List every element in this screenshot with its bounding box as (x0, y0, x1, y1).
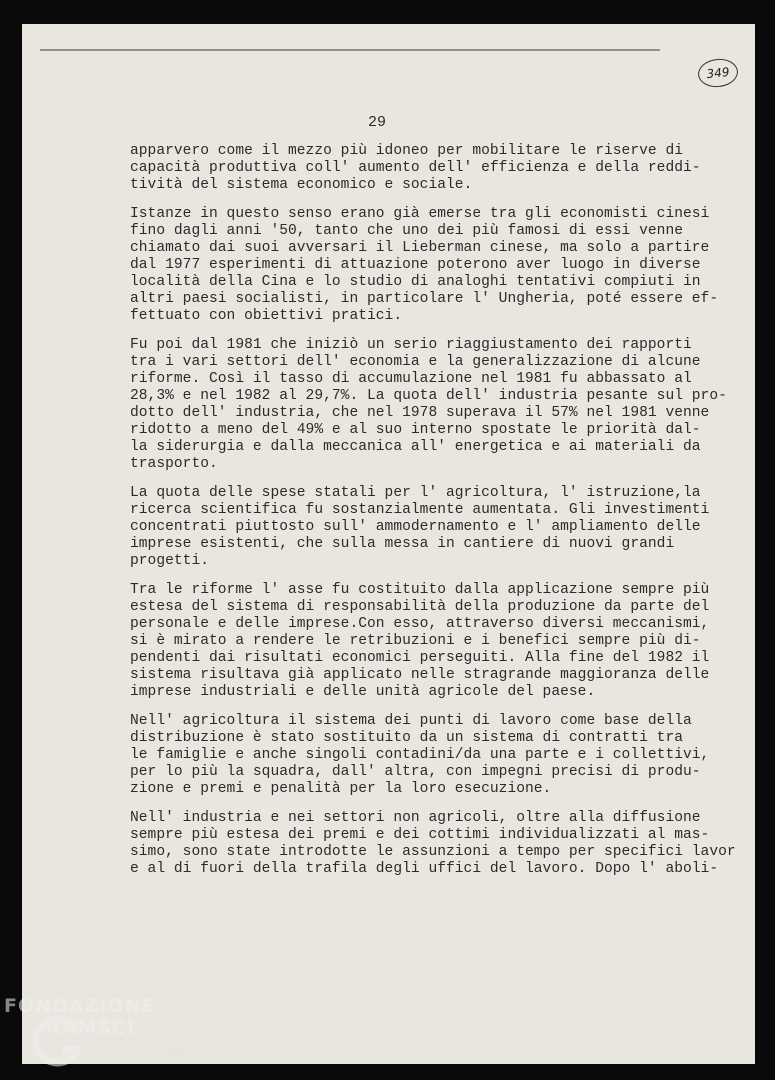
text-line: le famiglie e anche singoli contadini/da una parte e i collettivi, (130, 747, 710, 763)
text-line: personale e delle imprese.Con esso, attraverso diversi meccanismi, (130, 616, 710, 632)
text-line: fino dagli anni '50, tanto che uno dei più famosi di essi venne (130, 223, 683, 239)
text-line: apparvero come il mezzo più idoneo per mobilitare le riserve di (130, 143, 683, 159)
paragraph (130, 143, 730, 194)
body-text (130, 143, 736, 890)
text-line: imprese industriali e delle unità agricole del paese. (130, 684, 596, 700)
text-line: estesa del sistema di responsabilità della produzione da parte del (130, 599, 710, 615)
text-line: pendenti dai risultati economici perseguiti. Alla fine del 1982 il (130, 650, 710, 666)
text-line: e al di fuori della trafila degli uffici del lavoro. Dopo l' aboli- (130, 861, 719, 877)
paragraph (130, 485, 730, 570)
text-line: Tra le riforme l' asse fu costituito dalla applicazione sempre più (130, 582, 710, 598)
text-line: dal 1977 esperimenti di attuazione poterono aver luogo in diverse (130, 257, 701, 273)
text-line: imprese esistenti, che sulla messa in cantiere di nuovi grandi (130, 536, 675, 552)
watermark-line1: FONDAZIONE (4, 995, 156, 1017)
text-line: ricerca scientifica fu sostanzialmente aumentata. Gli investimenti (130, 502, 710, 518)
top-rule (40, 49, 660, 51)
text-line: simo, sono state introdotte le assunzioni a tempo per specifici lavor (130, 844, 736, 860)
watermark-suffix: onlus (162, 1047, 187, 1057)
fondazione-gramsci-watermark (4, 995, 194, 1075)
text-line: riforme. Così il tasso di accumulazione nel 1981 fu abbassato al (130, 371, 692, 387)
text-line: distribuzione è stato sostituito da un sistema di contratti tra (130, 730, 683, 746)
text-line: altri paesi socialisti, in particolare l' Ungheria, poté essere ef- (130, 291, 719, 307)
text-line: Nell' industria e nei settori non agricoli, oltre alla diffusione (130, 810, 701, 826)
text-line: tività del sistema economico e sociale. (130, 177, 473, 193)
text-line: 28,3% e nel 1982 al 29,7%. La quota dell' industria pesante sul pro- (130, 388, 727, 404)
text-line: concentrati piuttosto sull' ammodernamento e l' ampliamento delle (130, 519, 701, 535)
paragraph (130, 713, 730, 798)
text-line: La quota delle spese statali per l' agricoltura, l' istruzione,la (130, 485, 701, 501)
paragraph (130, 206, 730, 325)
page-number: 29 (368, 114, 387, 131)
text-line: dotto dell' industria, che nel 1978 superava il 57% nel 1981 venne (130, 405, 710, 421)
paragraph (130, 582, 730, 701)
watermark-line2: RAMSCI (46, 1017, 135, 1039)
text-line: località della Cina e lo studio di analoghi tentativi compiuti in (130, 274, 701, 290)
text-line: ridotto a meno del 49% e al suo interno spostate le priorità dal- (130, 422, 701, 438)
text-line: per lo più la squadra, dall' altra, con impegni precisi di produ- (130, 764, 701, 780)
archive-stamp: 349 (697, 57, 740, 89)
text-line: la siderurgia e dalla meccanica all' energetica e ai materiali da (130, 439, 701, 455)
text-line: sempre più estesa dei premi e dei cottimi individualizzati al mas- (130, 827, 710, 843)
text-line: si è mirato a rendere le retribuzioni e i benefici sempre più di- (130, 633, 701, 649)
text-line: fettuato con obiettivi pratici. (130, 308, 403, 324)
text-line: Fu poi dal 1981 che iniziò un serio riaggiustamento dei rapporti (130, 337, 692, 353)
text-line: Istanze in questo senso erano già emerse tra gli economisti cinesi (130, 206, 710, 222)
text-line: zione e premi e penalità per la loro esecuzione. (130, 781, 552, 797)
text-line: chiamato dai suoi avversari il Lieberman cinese, ma solo a partire (130, 240, 710, 256)
text-line: sistema risultava già applicato nelle stragrande maggioranza delle (130, 667, 710, 683)
text-line: progetti. (130, 553, 209, 569)
text-line: capacità produttiva coll' aumento dell' efficienza e della reddi- (130, 160, 701, 176)
paragraph (130, 337, 730, 473)
document-page (22, 24, 755, 1064)
paragraph (130, 810, 736, 878)
text-line: Nell' agricoltura il sistema dei punti di lavoro come base della (130, 713, 692, 729)
text-line: trasporto. (130, 456, 218, 472)
text-line: tra i vari settori dell' economia e la generalizzazione di alcune (130, 354, 701, 370)
